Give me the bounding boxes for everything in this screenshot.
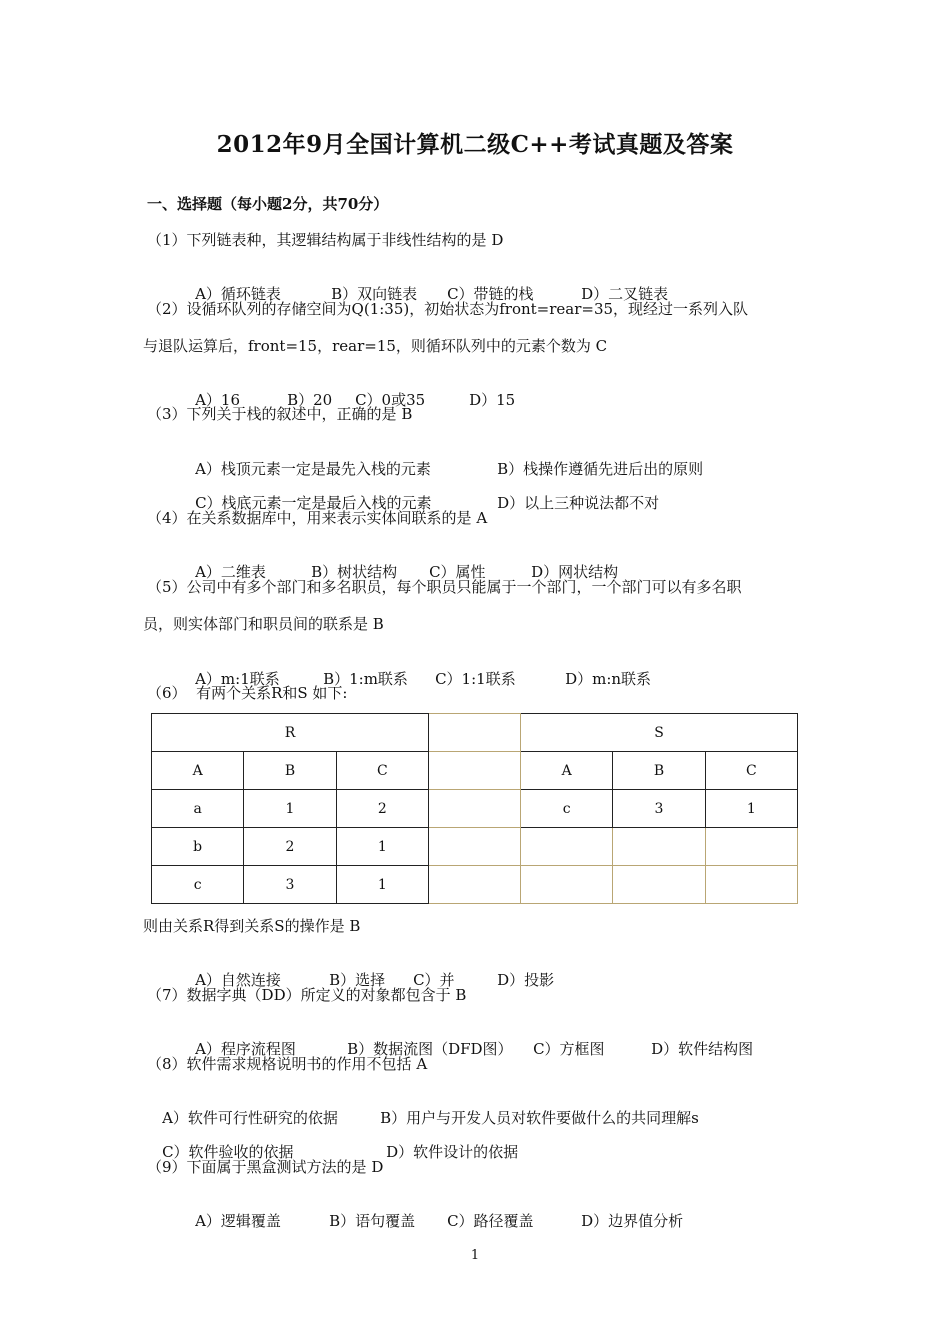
section-heading: 一、选择题（每小题2分，共70分） [147,195,389,213]
option-c: C）路径覆盖 [447,1212,534,1230]
question-7: （7）数据字典（DD）所定义的对象都包含于 B [147,986,467,1004]
option-c: C）0或35 [355,391,426,409]
option-c: C）带链的栈 [447,285,534,303]
option-a: A）16 [195,391,240,409]
table-row: c 3 1 [152,866,798,904]
s-col-a: A [521,752,613,790]
option-a: A）自然连接 [195,971,281,989]
table-row: a 1 2 c 3 1 [152,790,798,828]
option-b: B）1:m联系 [323,670,408,688]
relation-r-name: R [152,714,429,752]
question-1: （1）下列链表种，其逻辑结构属于非线性结构的是 D [147,231,504,249]
option-b: B）双向链表 [331,285,418,303]
question-2-cont: 与退队运算后，front=15，rear=15，则循环队列中的元素个数为 C [143,337,608,355]
option-c: C）1:1联系 [435,670,516,688]
option-d: D）软件结构图 [651,1040,754,1058]
option-b: B）用户与开发人员对软件要做什么的共同理解s [380,1109,699,1127]
option-c: C）属性 [429,563,486,581]
question-2: （2）设循环队列的存储空间为Q(1:35)，初始状态为front=rear=35，现经过一系列入队 [147,300,749,318]
option-c: C）软件验收的依据 [162,1143,294,1161]
question-5-cont: 员，则实体部门和职员间的联系是 B [143,615,384,633]
question-6: （6） 有两个关系R和S 如下: [147,684,348,702]
option-a: A）二维表 [195,563,266,581]
option-d: D）软件设计的依据 [386,1143,519,1161]
option-a: A）循环链表 [195,285,281,303]
option-d: D）m:n联系 [565,670,652,688]
page-number: 1 [470,1248,480,1263]
option-d: D）二叉链表 [581,285,669,303]
r-col-b: B [244,752,336,790]
option-c: C）并 [413,971,455,989]
option-b: B）树状结构 [311,563,398,581]
option-b: B）20 [287,391,333,409]
question-5: （5）公司中有多个部门和多名职员，每个职员只能属于一个部门，一个部门可以有多名职 [147,578,742,596]
option-b: B）栈操作遵循先进后出的原则 [497,460,704,478]
relation-s-name: S [521,714,798,752]
option-a: A）逻辑覆盖 [195,1212,281,1230]
table-row: b 2 1 [152,828,798,866]
option-d: D）15 [469,391,516,409]
question-9: （9）下面属于黑盒测试方法的是 D [147,1158,384,1176]
option-b: B）选择 [329,971,386,989]
option-d: D）网状结构 [531,563,619,581]
question-6-cont: 则由关系R得到关系S的操作是 B [143,917,361,935]
question-8: （8）软件需求规格说明书的作用不包括 A [147,1055,428,1073]
document-title: 2012年9月全国计算机二级C++考试真题及答案 [216,131,734,158]
option-b: B）语句覆盖 [329,1212,416,1230]
question-4: （4）在关系数据库中，用来表示实体间联系的是 A [147,509,488,527]
option-a: A）程序流程图 [195,1040,296,1058]
option-a: A）m:1联系 [195,670,280,688]
option-d: D）边界值分析 [581,1212,684,1230]
options-9 [176,1191,683,1251]
option-a: A）栈顶元素一定是最先入栈的元素 [195,460,431,478]
option-a: A）软件可行性研究的依据 [162,1109,338,1127]
r-col-a: A [152,752,244,790]
option-d: D）以上三种说法都不对 [497,494,660,512]
s-col-b: B [613,752,705,790]
option-c: C）栈底元素一定是最后入栈的元素 [195,494,432,512]
relation-table [151,713,798,904]
option-c: C）方框图 [533,1040,605,1058]
r-col-c: C [336,752,428,790]
option-d: D）投影 [497,971,555,989]
question-3: （3）下列关于栈的叙述中，正确的是 B [147,405,413,423]
s-col-c: C [705,752,797,790]
option-b: B）数据流图（DFD图） [347,1040,513,1058]
